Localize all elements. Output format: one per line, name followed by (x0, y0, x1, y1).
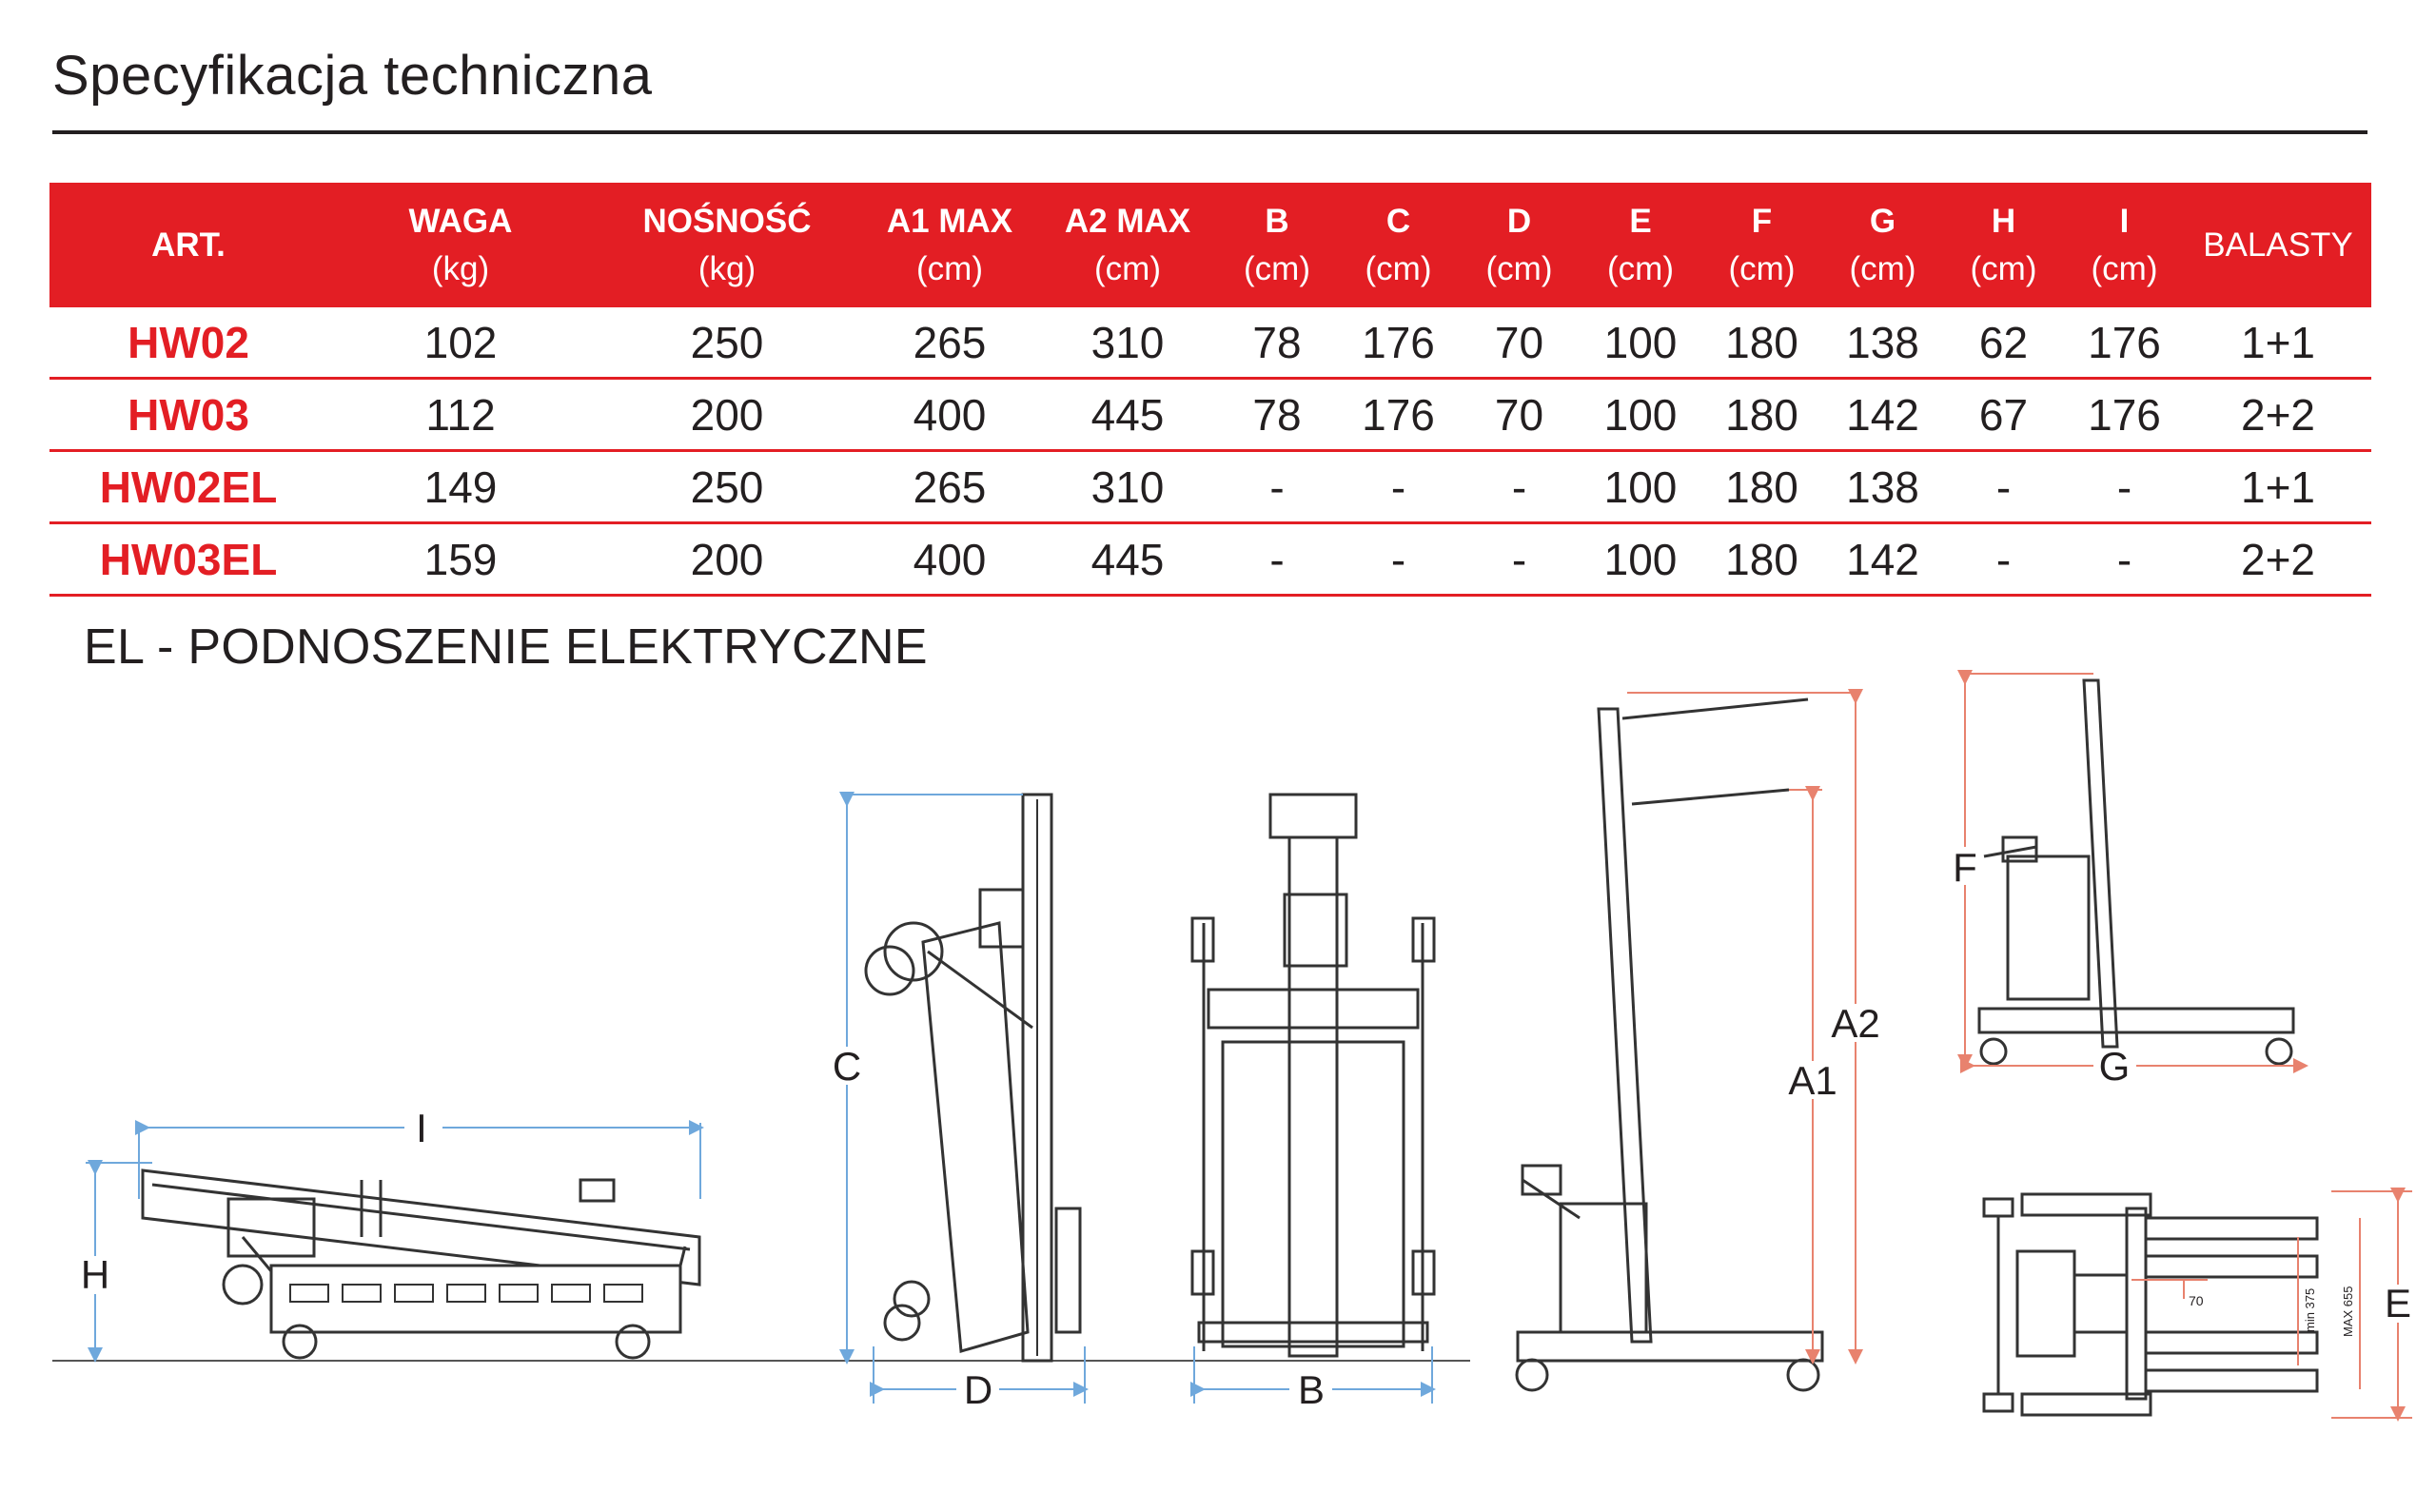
table-cell: 1+1 (2185, 307, 2371, 379)
table-cell: 176 (2064, 307, 2185, 379)
table-cell: 142 (1822, 523, 1943, 596)
table-cell: - (1216, 523, 1338, 596)
col-header-i: I (cm) (2064, 183, 2185, 307)
article-cell: HW02EL (49, 451, 327, 523)
table-cell: - (2064, 451, 2185, 523)
table-cell: 70 (1459, 379, 1580, 451)
dim-label-b: B (1297, 1367, 1326, 1412)
dim-label-c: C (832, 1044, 862, 1089)
page-title: Specyfikacja techniczna (52, 45, 653, 107)
drawing-side-fg (1979, 680, 2293, 1064)
table-cell: 200 (594, 379, 860, 451)
drawing-front (1192, 795, 1434, 1356)
drawing-top (1984, 1194, 2317, 1415)
table-cell: 176 (1338, 379, 1459, 451)
col-header-e: E (cm) (1580, 183, 1701, 307)
col-header-a1: A1 MAX (cm) (860, 183, 1039, 307)
table-cell: 102 (327, 307, 594, 379)
dim-label-e: E (2384, 1281, 2412, 1325)
table-cell: 445 (1039, 523, 1216, 596)
table-cell: 2+2 (2185, 523, 2371, 596)
dim-f (1953, 674, 2093, 1062)
table-cell: 159 (327, 523, 594, 596)
dim-label-min: min 375 (2303, 1287, 2317, 1332)
title-divider (52, 130, 2367, 134)
table-cell: 149 (327, 451, 594, 523)
table-cell: 445 (1039, 379, 1216, 451)
dim-d (874, 1346, 1085, 1412)
col-header-f: F (cm) (1701, 183, 1822, 307)
col-header-g: G (cm) (1822, 183, 1943, 307)
article-cell: HW03EL (49, 523, 327, 596)
table-cell: 100 (1580, 379, 1701, 451)
table-cell: - (1943, 451, 2064, 523)
table-cell: 400 (860, 379, 1039, 451)
table-cell: 180 (1701, 451, 1822, 523)
col-header-c: C (cm) (1338, 183, 1459, 307)
col-header-b: B (cm) (1216, 183, 1338, 307)
table-cell: - (1943, 523, 2064, 596)
dim-label-h: H (80, 1252, 110, 1297)
col-header-h: H (cm) (1943, 183, 2064, 307)
table-cell: - (2064, 523, 2185, 596)
table-cell: 310 (1039, 307, 1216, 379)
dim-label-70: 70 (2189, 1293, 2204, 1308)
table-row (49, 451, 2371, 523)
dim-top-inner (2132, 1218, 2360, 1389)
spec-table (49, 183, 2371, 597)
dim-c (833, 795, 1023, 1357)
table-cell: 100 (1580, 523, 1701, 596)
col-header-waga: WAGA (kg) (327, 183, 594, 307)
dim-a1 (1788, 790, 1837, 1357)
dim-label-f: F (1953, 845, 1977, 890)
dim-label-max: MAX 655 (2341, 1286, 2355, 1337)
drawings-svg (0, 666, 2436, 1512)
table-cell: 2+2 (2185, 379, 2371, 451)
table-cell: 250 (594, 451, 860, 523)
table-row (49, 307, 2371, 379)
table-cell: 250 (594, 307, 860, 379)
table-cell: - (1459, 451, 1580, 523)
table-cell: 100 (1580, 307, 1701, 379)
table-cell: 180 (1701, 307, 1822, 379)
el-note: EL - PODNOSZENIE ELEKTRYCZNE (84, 619, 928, 675)
article-cell: HW02 (49, 307, 327, 379)
table-cell: 78 (1216, 379, 1338, 451)
drawing-side-vertical (866, 795, 1080, 1361)
col-header-art: ART. (49, 183, 327, 307)
dim-label-d: D (963, 1367, 993, 1412)
dim-label-a1: A1 (1788, 1058, 1837, 1103)
table-cell: 265 (860, 307, 1039, 379)
table-cell: 67 (1943, 379, 2064, 451)
table-cell: 265 (860, 451, 1039, 523)
table-cell: 400 (860, 523, 1039, 596)
table-cell: 70 (1459, 307, 1580, 379)
dim-label-a2: A2 (1831, 1001, 1880, 1046)
table-cell: 78 (1216, 307, 1338, 379)
table-header-row (49, 183, 2371, 307)
table-cell: 180 (1701, 523, 1822, 596)
table-cell: 310 (1039, 451, 1216, 523)
table-cell: 200 (594, 523, 860, 596)
dim-i (139, 1106, 700, 1199)
col-header-balasty: BALASTY (2185, 183, 2371, 307)
table-cell: - (1459, 523, 1580, 596)
table-cell: 1+1 (2185, 451, 2371, 523)
technical-drawings (0, 666, 2436, 1512)
table-cell: - (1338, 451, 1459, 523)
table-cell: 138 (1822, 451, 1943, 523)
col-header-d: D (cm) (1459, 183, 1580, 307)
table-cell: 142 (1822, 379, 1943, 451)
dim-label-i: I (416, 1106, 427, 1150)
table-cell: - (1338, 523, 1459, 596)
table-cell: 176 (2064, 379, 2185, 451)
table-cell: 100 (1580, 451, 1701, 523)
drawing-folded-side (143, 1170, 699, 1358)
table-cell: 176 (1338, 307, 1459, 379)
drawing-extended (1517, 699, 1822, 1390)
dim-label-g: G (2098, 1044, 2131, 1089)
table-cell: 138 (1822, 307, 1943, 379)
dim-g (1968, 1044, 2301, 1089)
table-cell: - (1216, 451, 1338, 523)
table-row (49, 523, 2371, 596)
col-header-nosnosc: NOŚNOŚĆ (kg) (594, 183, 860, 307)
table-cell: 180 (1701, 379, 1822, 451)
table-cell: 112 (327, 379, 594, 451)
table-cell: 62 (1943, 307, 2064, 379)
col-header-a2: A2 MAX (cm) (1039, 183, 1216, 307)
article-cell: HW03 (49, 379, 327, 451)
table-row (49, 379, 2371, 451)
